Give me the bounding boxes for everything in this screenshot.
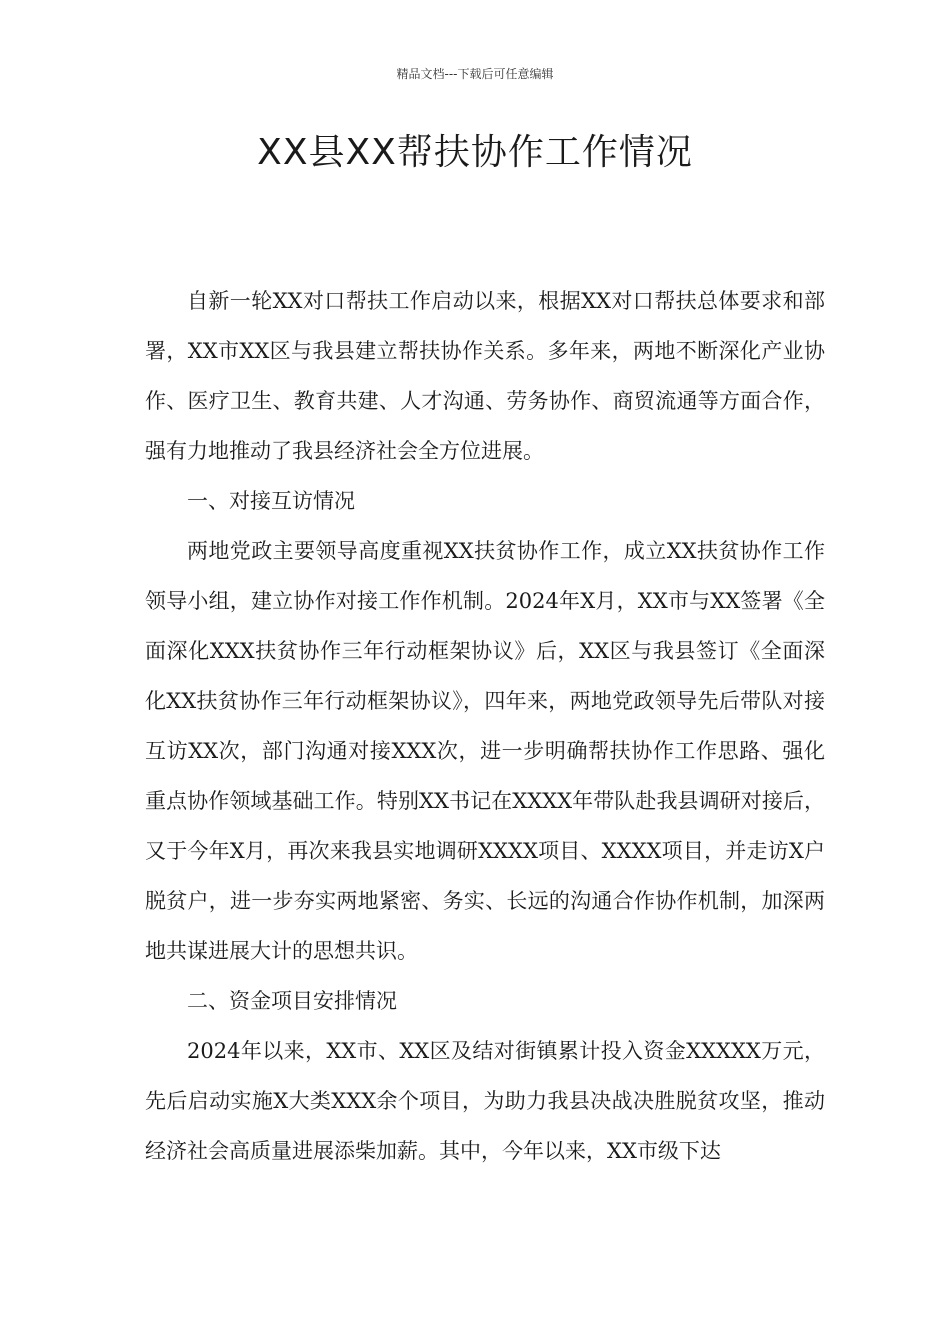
intro-paragraph: 自新一轮XX对口帮扶工作启动以来，根据XX对口帮扶总体要求和部署，XX市XX区与我县建立帮扶协作关系。多年来，两地不断深化产业协作、医疗卫生、教育共建、人才沟通、劳务协作、商贸流通等方面合作，强有力地推动了我县经济社会全方位进展。 (145, 289, 825, 463)
section-heading-1: 一、对接互访情况 (187, 489, 355, 513)
section-paragraph-1: 两地党政主要领导高度重视XX扶贫协作工作，成立XX扶贫协作工作领导小组，建立协作对接工作作机制。2024年X月，XX市与XX签署《全面深化XXX扶贫协作三年行动框架协议》后，XX区与我县签订《全面深化XX扶贫协作三年行动框架协议》，四年来，两地党政领导先后带队对接互访XX次，部门沟通对接XXX次，进一步明确帮扶协作工作思路、强化重点协作领域基础工作。特别XX书记在XXXX年带队赴我县调研对接后，又于今年X月，再次来我县实地调研XXXX项目、XXXX项目，并走访X户脱贫户，进一步夯实两地紧密、务实、长远的沟通合作协作机制，加深两地共谋进展大计的思想共识。 (145, 539, 825, 963)
section-heading-2: 二、资金项目安排情况 (187, 989, 397, 1013)
document-title: XX县XX帮扶协作工作情况 (257, 132, 693, 173)
document-body (145, 276, 825, 1176)
page-header: 精品文档---下载后可任意编辑 (396, 67, 554, 81)
section-paragraph-2: 2024年以来，XX市、XX区及结对街镇累计投入资金XXXXX万元，先后启动实施X大类XXX余个项目，为助力我县决战决胜脱贫攻坚，推动经济社会高质量进展添柴加薪。其中，今年以来，XX市级下达 (145, 1039, 825, 1163)
